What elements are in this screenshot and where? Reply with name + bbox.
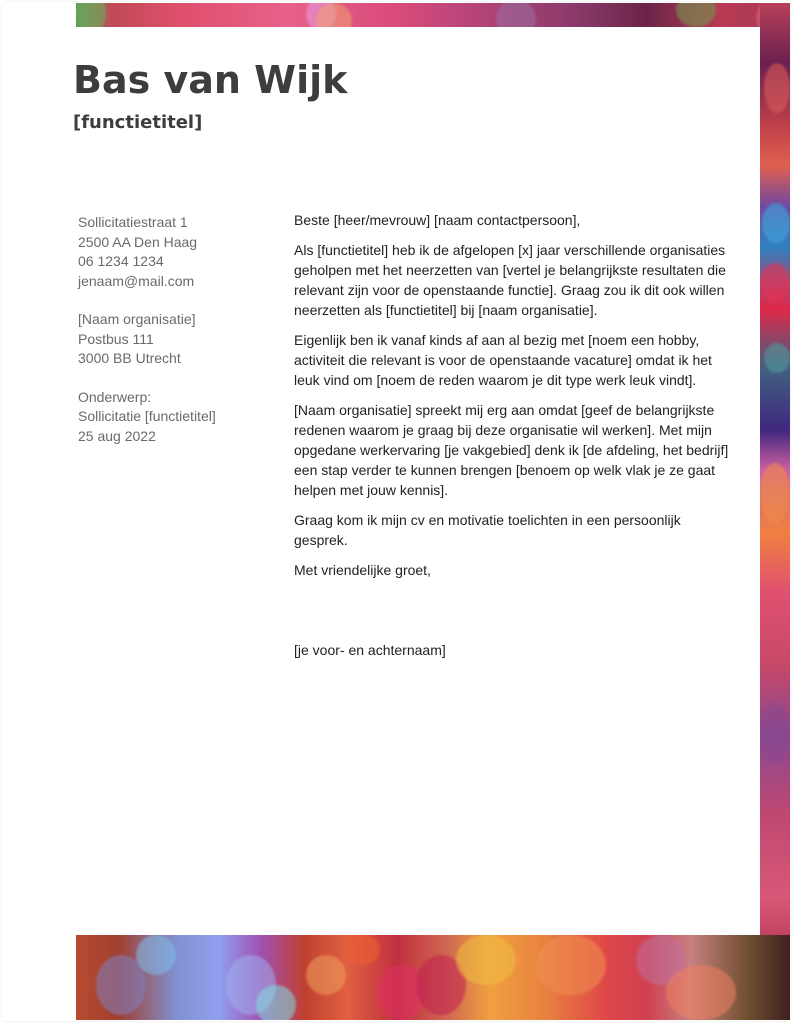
letter-body [294,210,734,670]
subject-label: Onderwerp: [78,388,152,405]
paragraph-interview: Graag kom ik mijn cv en motivatie toelichten in een persoonlijk gesprek. [294,512,681,548]
signature-name: [je voor- en achternaam] [294,642,446,658]
applicant-name: Bas van Wijk [73,58,348,102]
sender-address [78,213,268,291]
subject-value: Sollicitatie [functietitel] [78,408,216,424]
signature-space [294,590,734,640]
sender-email: jenaam@mail.com [78,272,195,289]
sender-street: Sollicitatiestraat 1 [78,214,188,230]
recipient-organization: [Naam organisatie] [78,311,196,327]
recipient-postcode-city: 3000 BB Utrecht [78,350,181,366]
subject-block [78,388,268,447]
recipient-address [78,310,268,369]
job-title: [functietitel] [73,112,203,133]
closing: Met vriendelijke groet, [294,562,431,578]
paragraph-motivation: Eigenlijk ben ik vanaf kinds af aan al bezig met [noem een hobby, activiteit die relevant is voor de openstaande vacature] omdat ik het leuk vind om [noem de reden waarom je dit type werk leuk vindt]. [294,332,712,388]
sender-postcode-city: 2500 AA Den Haag [78,233,198,250]
contact-sidebar [78,213,268,465]
salutation: Beste [heer/mevrouw] [naam contactpersoon], [294,212,581,228]
decorative-bokeh-bottom-band [76,935,790,1020]
decorative-bokeh-right-band [760,3,790,1020]
sender-phone: 06 1234 1234 [78,253,164,269]
paragraph-organization: [Naam organisatie] spreekt mij erg aan omdat [geef de belangrijkste redenen waarom je graag bij deze organisatie wil werken]. Met mijn opgedane werkervaring [je vakgebied] denk ik [de afdeling, het bedrijf] een stap verder te kunnen brengen [benoem op welk vlak je ze gaat helpen met jouw kennis]. [294,402,729,498]
recipient-po-box: Postbus 111 [78,330,154,347]
letter-date: 25 aug 2022 [78,427,156,444]
decorative-bokeh-top-band [76,3,790,27]
paragraph-experience: Als [functietitel] heb ik de afgelopen [x] jaar verschillende organisaties geholpen met het neerzetten van [vertel je belangrijkste resultaten die relevant zijn voor de openstaande functie]. Graag zou ik dit ook willen neerzetten als [functietitel] bij [naam organisatie]. [294,242,726,318]
